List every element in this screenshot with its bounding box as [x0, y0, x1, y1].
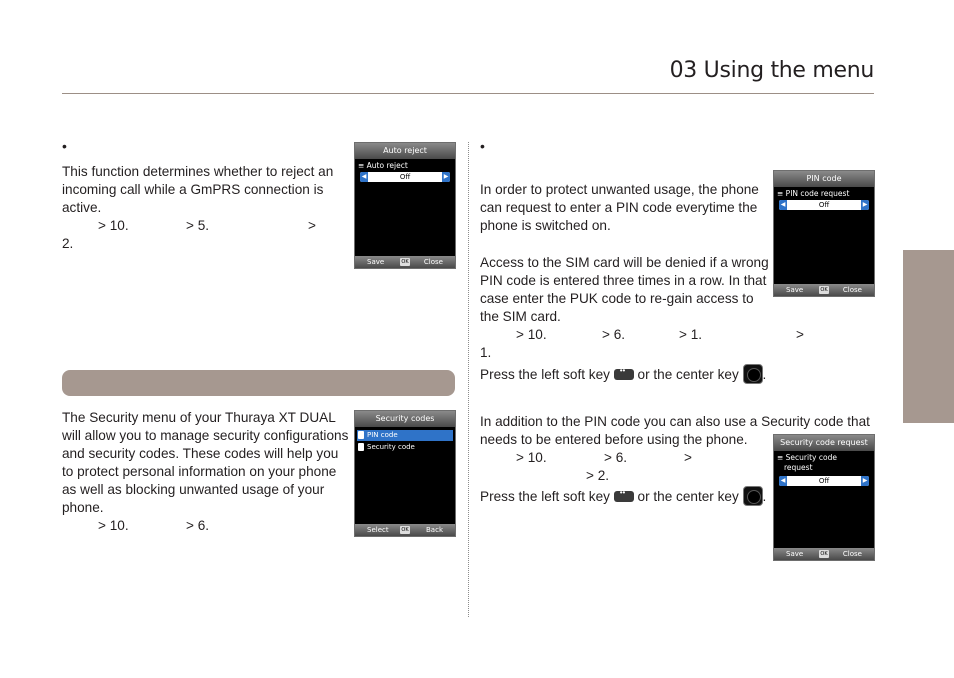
option-selector — [779, 476, 869, 486]
right-softkey-label: Close — [842, 550, 862, 558]
section-header-bar — [62, 370, 455, 396]
menu-path-step: > 10. — [516, 327, 547, 342]
menu-path-step: > 6. — [602, 327, 626, 342]
security-text-line: to protect personal information on your phone — [62, 464, 337, 479]
sim-text-line: the SIM card. — [480, 309, 561, 324]
pin-icon — [358, 431, 364, 439]
menu-path-step: > 2. — [586, 468, 610, 483]
option-selector — [779, 200, 869, 210]
option-value: Off — [818, 201, 830, 209]
soft-key-icon — [614, 491, 634, 502]
menu-path-step: > 5. — [186, 218, 210, 233]
security-text-line: as well as blocking unwanted usage of your — [62, 482, 325, 497]
option-selector — [360, 172, 450, 182]
menu-path-step: > 10. — [98, 518, 129, 533]
header-rule — [62, 93, 874, 94]
press-text: . — [762, 489, 767, 504]
right-softkey-label: Close — [423, 258, 443, 266]
screen-title: Auto reject — [355, 143, 455, 159]
pin-text-line: In order to protect unwanted usage, the phone — [480, 182, 759, 197]
arrow-right-icon: ▶ — [862, 201, 868, 208]
screen-label: ≡ Auto reject — [358, 161, 408, 170]
ok-icon: OK — [401, 259, 409, 265]
lock-icon — [358, 443, 364, 451]
security-codes-screen — [354, 410, 456, 537]
pin-text-line: can request to enter a PIN code everytime the — [480, 200, 758, 215]
pin-text-line: phone is switched on. — [480, 218, 611, 233]
option-value: Off — [818, 477, 830, 485]
auto-reject-bullet: • — [62, 138, 67, 154]
right-softkey-label: Back — [426, 526, 443, 534]
auto-reject-text-line: incoming call while a GmPRS connection is — [62, 182, 324, 197]
left-softkey-label: Save — [367, 258, 385, 266]
center-key-icon — [743, 364, 763, 384]
chapter-tab — [903, 250, 954, 423]
screen-label: ≡ PIN code request — [777, 189, 850, 198]
option-value: Off — [399, 173, 411, 181]
soft-key-icon — [614, 369, 634, 380]
menu-item: PIN code — [367, 431, 398, 439]
column-divider — [468, 142, 469, 617]
screen-label: ≡ Security code — [777, 453, 837, 462]
menu-path-step: > 6. — [604, 450, 628, 465]
screen-title: Security code request — [774, 435, 874, 451]
arrow-left-icon: ◀ — [780, 201, 786, 208]
page-title: 03 Using the menu — [669, 58, 874, 83]
security-text-line: and security codes. These codes will help you — [62, 446, 339, 461]
security-code-request-screen — [773, 434, 875, 561]
auto-reject-screen — [354, 142, 456, 269]
menu-path-step: > 10. — [516, 450, 547, 465]
menu-path-step: 2. — [62, 236, 74, 251]
security-text-line: The Security menu of your Thuraya XT DUAL — [62, 410, 336, 425]
pin-bullet: • — [480, 138, 485, 154]
screen-label: request — [784, 463, 813, 472]
menu-path-step: > — [684, 450, 692, 465]
ok-icon: OK — [820, 287, 828, 293]
security-text-line: phone. — [62, 500, 104, 515]
pin-code-screen — [773, 170, 875, 297]
arrow-left-icon: ◀ — [780, 477, 786, 484]
sim-text-line: Access to the SIM card will be denied if a wrong — [480, 255, 769, 270]
press-text: or the center key — [637, 367, 739, 382]
seccode-text-line: needs to be entered before using the phone. — [480, 432, 748, 447]
sim-text-line: PIN code is entered three times in a row. In that — [480, 273, 767, 288]
press-text: or the center key — [637, 489, 739, 504]
press-text: Press the left soft key — [480, 489, 610, 504]
arrow-right-icon: ▶ — [862, 477, 868, 484]
seccode-text-line: In addition to the PIN code you can also use a Security code that — [480, 414, 870, 429]
menu-item: Security code — [367, 443, 415, 451]
screen-title: Security codes — [355, 411, 455, 427]
screen-softkeys — [774, 284, 874, 296]
left-softkey-label: Save — [786, 550, 804, 558]
auto-reject-text-line: active. — [62, 200, 102, 215]
press-instruction — [480, 486, 766, 506]
menu-path-step: > — [308, 218, 316, 233]
screen-softkeys — [355, 256, 455, 268]
auto-reject-text-line: This function determines whether to reject an — [62, 164, 334, 179]
screen-softkeys — [355, 524, 455, 536]
left-softkey-label: Save — [786, 286, 804, 294]
menu-path-step: > 10. — [98, 218, 129, 233]
left-softkey-label: Select — [367, 526, 389, 534]
menu-path-step: > 6. — [186, 518, 210, 533]
security-text-line: will allow you to manage security configurations — [62, 428, 349, 443]
menu-path-step: 1. — [480, 345, 492, 360]
menu-path-step: > — [796, 327, 804, 342]
screen-softkeys — [774, 548, 874, 560]
right-softkey-label: Close — [842, 286, 862, 294]
sim-text-line: case enter the PUK code to re-gain access to — [480, 291, 754, 306]
center-key-icon — [743, 486, 763, 506]
ok-icon: OK — [820, 551, 828, 557]
menu-path-step: > 1. — [679, 327, 703, 342]
arrow-left-icon: ◀ — [361, 173, 367, 180]
ok-icon: OK — [401, 527, 409, 533]
press-text: Press the left soft key — [480, 367, 610, 382]
press-text: . — [762, 367, 767, 382]
screen-title: PIN code — [774, 171, 874, 187]
press-instruction — [480, 364, 766, 384]
arrow-right-icon: ▶ — [443, 173, 449, 180]
